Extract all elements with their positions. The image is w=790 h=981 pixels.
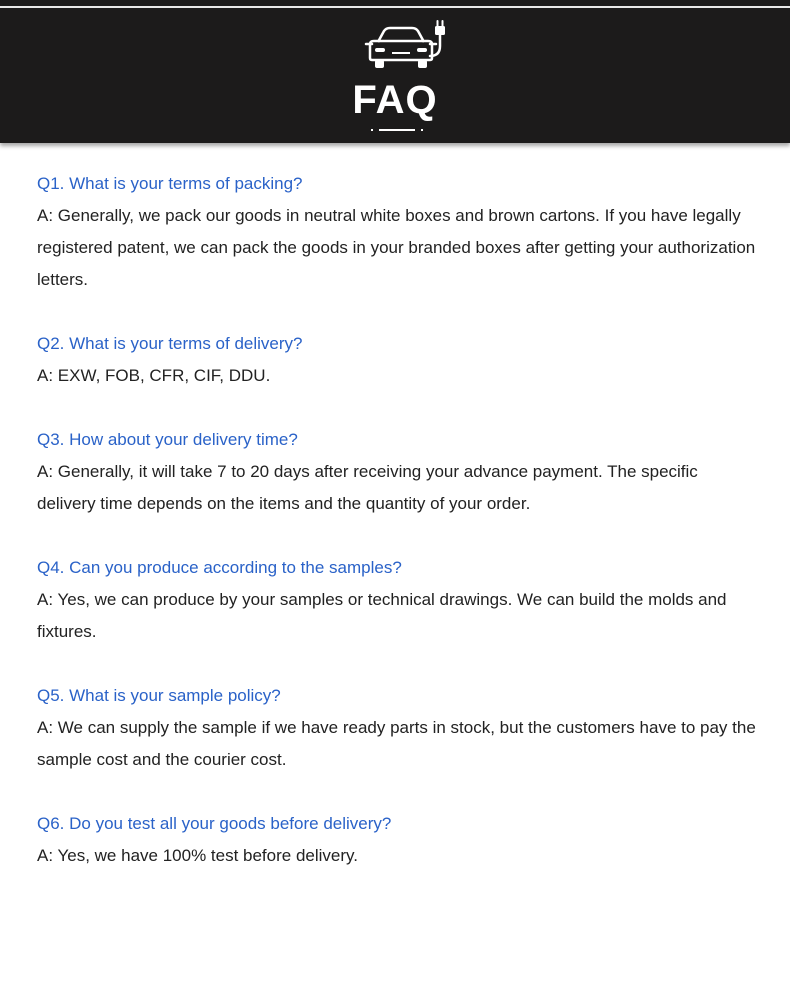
page-title: FAQ [352,78,438,122]
faq-item-2 [37,328,757,392]
faq-header [0,0,790,143]
title-underline-decoration [371,128,423,132]
car-charging-icon [364,20,448,72]
faq-question: Q2. What is your terms of delivery? [37,334,303,353]
faq-item-4 [37,552,757,648]
faq-item-3 [37,424,757,520]
faq-answer: A: We can supply the sample if we have ready parts in stock, but the customers have to pay the sample cost and the courier cost. [37,718,756,769]
faq-question: Q5. What is your sample policy? [37,686,281,705]
faq-answer: A: EXW, FOB, CFR, CIF, DDU. [37,366,271,385]
faq-item-1 [37,168,757,296]
header-top-line [0,6,790,8]
faq-item-5 [37,680,757,776]
faq-answer: A: Yes, we can produce by your samples or technical drawings. We can build the molds and fixtures. [37,590,727,641]
faq-item-6 [37,808,757,872]
faq-answer: A: Generally, it will take 7 to 20 days after receiving your advance payment. The specific delivery time depends on the items and the quantity of your order. [37,462,698,513]
faq-answer: A: Generally, we pack our goods in neutral white boxes and brown cartons. If you have legally registered patent, we can pack the goods in your branded boxes after getting your authorization letters. [37,206,756,289]
faq-list [37,168,757,904]
faq-question: Q3. How about your delivery time? [37,430,298,449]
faq-question: Q4. Can you produce according to the samples? [37,558,402,577]
faq-answer: A: Yes, we have 100% test before delivery. [37,846,358,865]
faq-question: Q6. Do you test all your goods before delivery? [37,814,392,833]
faq-question: Q1. What is your terms of packing? [37,174,303,193]
